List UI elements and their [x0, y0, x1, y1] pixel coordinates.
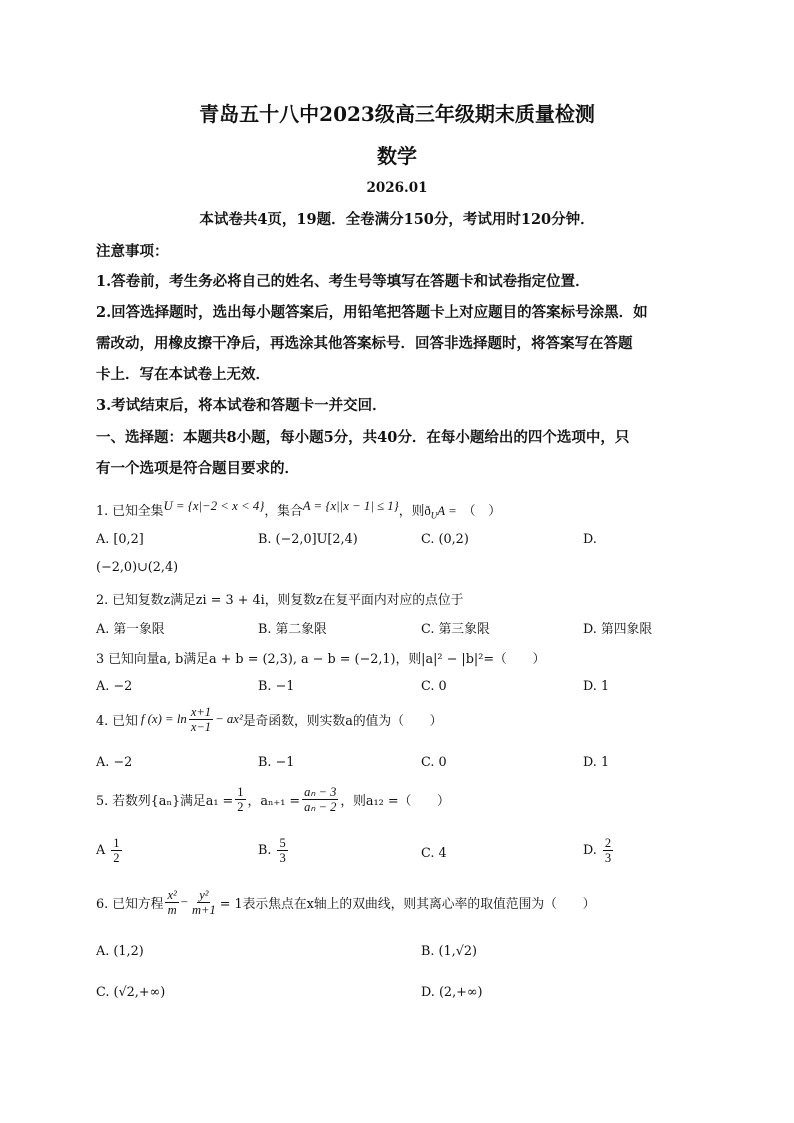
q1-mid: ，集合	[264, 504, 303, 519]
q6-option-a[interactable]: A. (1,2)	[96, 944, 144, 959]
q1-tail: ，则	[398, 504, 425, 519]
q5-option-b[interactable]	[258, 836, 290, 865]
q6-option-d[interactable]: D. (2,+∞)	[421, 985, 483, 1000]
q1-complement-a: A =	[437, 504, 457, 518]
q5-option-a-fraction	[111, 836, 121, 865]
q6-fraction-y	[190, 888, 218, 917]
question-2-stem: 2. 已知复数z满足zi = 3 + 4i，则复数z在复平面内对应的点位于	[96, 593, 464, 608]
q5-option-b-num: 5	[279, 836, 286, 850]
q4-fraction-numerator: x+1	[190, 705, 212, 719]
q5-option-d[interactable]	[583, 836, 615, 865]
question-1-stem	[96, 500, 501, 521]
q6-prefix: 6. 已知方程	[96, 897, 164, 912]
q5-option-a-letter: A	[96, 843, 106, 858]
subject-title: 数学	[377, 144, 417, 168]
note-2-line-3: 卡上．写在本试卷上无效．	[96, 366, 270, 383]
question-3-stem: 3 已知向量a, b满足a + b = (2,3), a − b = (−2,1)，则|a|² − |b|²=（ ）	[96, 652, 546, 667]
q2-option-a[interactable]: A. 第一象限	[96, 622, 165, 637]
note-2-line-2: 需改动，用橡皮擦干净后，再选涂其他答案标号．回答非选择题时，将答案写在答题	[96, 335, 633, 352]
q3-option-b[interactable]: B. −1	[258, 679, 295, 694]
q4-rest: − ax²	[215, 712, 243, 726]
q1-universal-set: U = {x|−2 < x < 4}	[163, 499, 265, 513]
q4-option-a[interactable]: A. −2	[96, 755, 133, 770]
q6-y-numerator: y²	[199, 888, 209, 902]
q5-prefix: 5. 若数列{aₙ}满足a₁ =	[96, 794, 234, 809]
q3-option-a[interactable]: A. −2	[96, 679, 133, 694]
q5-option-a-den: 2	[113, 851, 120, 865]
q5-option-b-den: 3	[279, 851, 286, 865]
section-1-line-1: 一、选择题：本题共8小题，每小题5分，共40分．在每小题给出的四个选项中，只	[96, 429, 630, 446]
q5-option-a[interactable]	[96, 836, 124, 865]
note-1: 1.答卷前，考生务必将自己的姓名、考生号等填写在答题卡和试卷指定位置．	[96, 273, 590, 290]
q5-recurrence-denominator: aₙ − 2	[304, 800, 337, 814]
q1-prefix: 1. 已知全集	[96, 504, 164, 519]
q5-option-d-fraction	[603, 836, 613, 865]
q5-a1-numerator: 1	[237, 785, 244, 799]
question-5-stem	[96, 785, 450, 814]
q6-option-b[interactable]: B. (1,√2)	[421, 944, 478, 959]
q4-option-b[interactable]: B. −1	[258, 755, 295, 770]
q5-tail: ，则a₁₂ =（ ）	[340, 794, 450, 809]
q5-option-d-num: 2	[604, 836, 612, 850]
q5-recurrence-fraction	[302, 785, 338, 814]
section-1-line-2: 有一个选项是符合题目要求的．	[96, 460, 299, 477]
q5-option-b-letter: B.	[258, 843, 272, 858]
q6-x-denominator: m	[167, 903, 177, 917]
q1-complement-symbol: ð	[424, 504, 431, 518]
q1-set-a: A = {x||x − 1| ≤ 1}	[302, 499, 399, 513]
q6-minus: −	[180, 895, 188, 909]
q1-option-b[interactable]: B. (−2,0]U[2,4)	[258, 532, 358, 547]
note-2-line-1: 2.回答选择题时，选出每小题答案后，用铅笔把答题卡上对应题目的答案标号涂黑．如	[96, 304, 648, 321]
q6-y-denominator: m+1	[191, 903, 216, 917]
question-6-stem	[96, 888, 595, 917]
q2-option-c[interactable]: C. 第三象限	[421, 622, 490, 637]
q5-option-c[interactable]: C. 4	[421, 846, 447, 861]
q5-option-d-den: 3	[604, 851, 612, 865]
q3-option-d[interactable]: D. 1	[583, 679, 610, 694]
q4-fraction-denominator: x−1	[190, 720, 212, 734]
q5-option-d-letter: D.	[583, 843, 597, 858]
q6-fraction-x	[165, 888, 178, 917]
q5-option-a-num: 1	[113, 836, 120, 850]
q5-a1-denominator: 2	[237, 800, 244, 814]
q1-option-a[interactable]: A. [0,2]	[96, 532, 144, 547]
q4-prefix: 4. 已知	[96, 714, 138, 729]
note-3: 3.考试结束后，将本试卷和答题卡一并交回．	[96, 397, 387, 414]
notes-heading: 注意事项：	[96, 243, 169, 260]
q1-answer-blank: （ ）	[462, 504, 502, 519]
q6-x-numerator: x²	[167, 888, 177, 902]
q1-option-d[interactable]: D.	[583, 532, 597, 547]
q6-tail: = 1表示焦点在x轴上的双曲线，则其离心率的取值范围为（ ）	[219, 897, 596, 912]
q3-option-c[interactable]: C. 0	[421, 679, 447, 694]
q5-option-b-fraction	[277, 836, 287, 865]
q1-complement-sub: U	[430, 510, 438, 521]
exam-info: 本试卷共4页，19题．全卷满分150分，考试用时120分钟．	[199, 211, 595, 228]
q6-option-c[interactable]: C. (√2,+∞)	[96, 985, 166, 1000]
q1-option-d-value: (−2,0)∪(2,4)	[96, 560, 179, 575]
question-4-stem	[96, 705, 442, 734]
q4-option-c[interactable]: C. 0	[421, 755, 447, 770]
exam-date: 2026.01	[366, 180, 428, 196]
q5-recurrence-numerator: aₙ − 3	[304, 785, 337, 799]
q1-option-c[interactable]: C. (0,2)	[421, 532, 469, 547]
q5-mid: ，aₙ₊₁ =	[247, 794, 301, 809]
q4-function: f (x) = ln	[140, 712, 187, 726]
q4-option-d[interactable]: D. 1	[583, 755, 610, 770]
q2-option-b[interactable]: B. 第二象限	[258, 622, 327, 637]
q4-tail: 是奇函数，则实数a的值为（ ）	[242, 714, 443, 729]
q2-option-d[interactable]: D. 第四象限	[583, 622, 653, 637]
exam-title: 青岛五十八中2023级高三年级期末质量检测	[199, 102, 595, 126]
q5-fraction-a1	[235, 785, 245, 814]
q4-fraction	[189, 705, 213, 734]
